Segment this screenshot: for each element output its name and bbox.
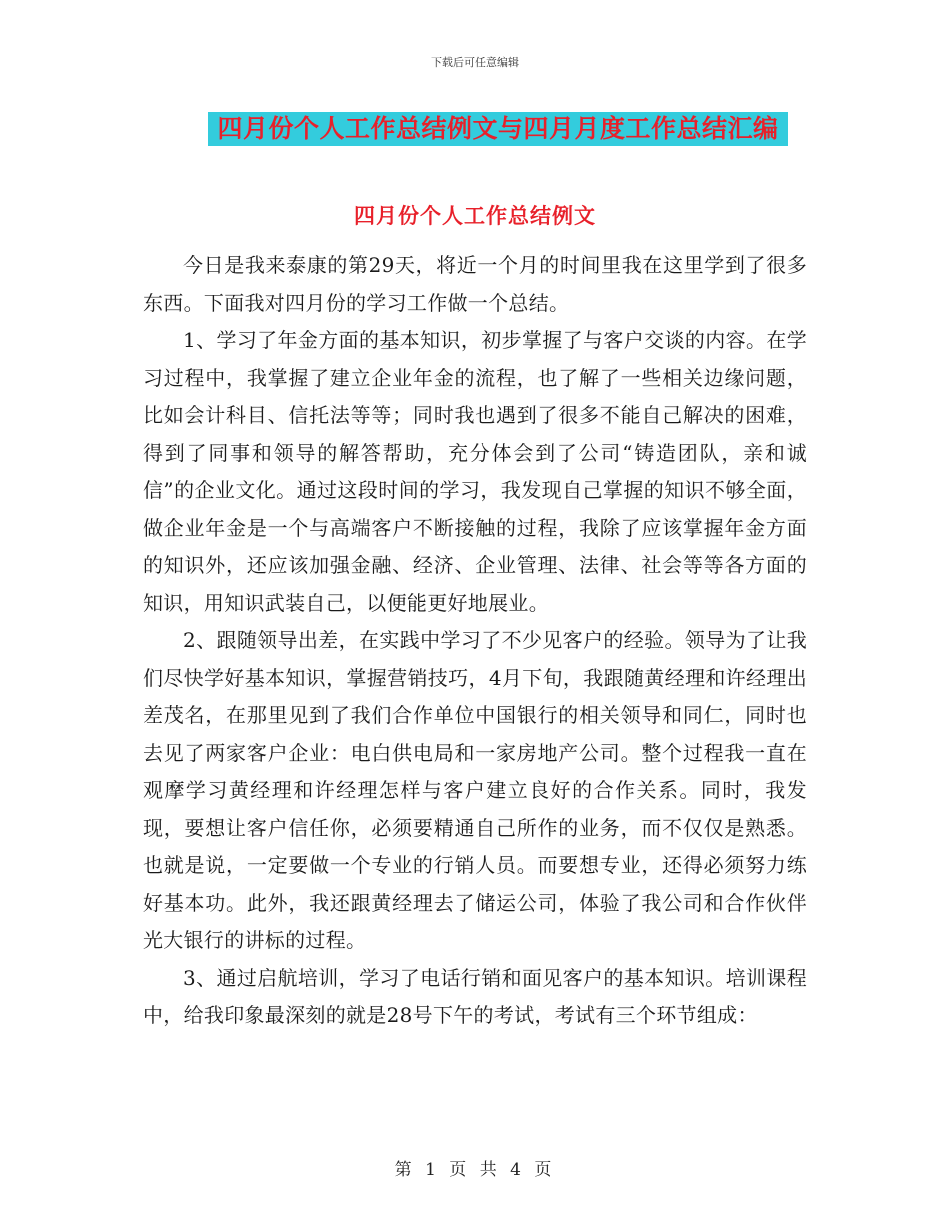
main-title: 四月份个人工作总结例文与四月月度工作总结汇编: [217, 114, 779, 143]
paragraph-3: 3、通过启航培训，学习了电话行销和面见客户的基本知识。培训课程中，给我印象最深刻的就是28号下午的考试，考试有三个环节组成：: [143, 965, 807, 1027]
paragraph-1: 1、学习了年金方面的基本知识，初步掌握了与客户交谈的内容。在学习过程中，我掌握了建立企业年金的流程，也了解了一些相关边缘问题，比如会计科目、信托法等等；同时我也遇到了很多不能自己解决的困难，得到了同事和领导的解答帮助，充分体会到了公司“铸造团队，亲和诚信”的企业文化。通过这段时间的学习，我发现自己掌握的知识不够全面，做企业年金是一个与高端客户不断接触的过程，我除了应该掌握年金方面的知识外，还应该加强金融、经济、企业管理、法律、社会等等各方面的知识，用知识武装自己，以便能更好地展业。: [143, 328, 807, 615]
main-title-highlight: [208, 112, 788, 146]
paragraph-2: 2、跟随领导出差，在实践中学习了不少见客户的经验。领导为了让我们尽快学好基本知识，掌握营销技巧，4月下旬，我跟随黄经理和许经理出差茂名，在那里见到了我们合作单位中国银行的相关领导和同仁，同时也去见了两家客户企业：电白供电局和一家房地产公司。整个过程我一直在观摩学习黄经理和许经理怎样与客户建立良好的合作关系。同时，我发现，要想让客户信任你，必须要精通自己所作的业务，而不仅仅是熟悉。也就是说，一定要做一个专业的行销人员。而要想专业，还得必须努力练好基本功。此外，我还跟黄经理去了储运公司，体验了我公司和合作伙伴光大银行的讲标的过程。: [143, 628, 807, 952]
page-footer: 第 1 页 共 4 页: [394, 1160, 556, 1180]
header-note: 下载后可任意编辑: [431, 56, 519, 69]
body-text: [143, 247, 807, 1035]
section-title: 四月份个人工作总结例文: [354, 204, 596, 228]
paragraph-intro: 今日是我来泰康的第29天，将近一个月的时间里我在这里学到了很多东西。下面我对四月份的学习工作做一个总结。: [143, 253, 807, 315]
